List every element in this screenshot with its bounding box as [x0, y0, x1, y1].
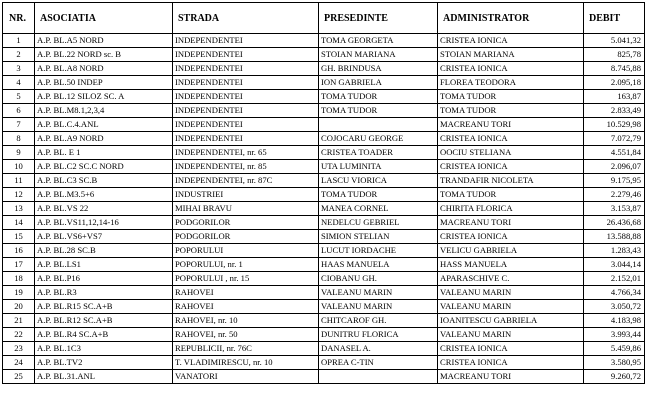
cell-strada: INDEPENDENTEI, nr. 65: [173, 146, 319, 160]
cell-administrator: CRISTEA IONICA: [438, 34, 584, 48]
cell-administrator: STOIAN MARIANA: [438, 48, 584, 62]
table-row: [3, 314, 645, 328]
cell-nr: 5: [3, 90, 35, 104]
cell-asociatia: A.P. BL.12 SILOZ SC. A: [35, 90, 173, 104]
cell-administrator: TOMA TUDOR: [438, 104, 584, 118]
cell-strada: RAHOVEI: [173, 286, 319, 300]
cell-asociatia: A.P. BL.28 SC.B: [35, 244, 173, 258]
cell-administrator: CRISTEA IONICA: [438, 230, 584, 244]
cell-debit: 8.745,88: [584, 62, 645, 76]
cell-strada: POPORULUI , nr. 15: [173, 272, 319, 286]
cell-asociatia: A.P. BL.R3: [35, 286, 173, 300]
cell-presedinte: GH. BRINDUSA: [319, 62, 438, 76]
cell-debit: 3.044,14: [584, 258, 645, 272]
cell-asociatia: A.P. BL.C3 SC.B: [35, 174, 173, 188]
cell-strada: PODGORILOR: [173, 216, 319, 230]
cell-presedinte: NEDELCU GEBRIEL: [319, 216, 438, 230]
table-row: [3, 286, 645, 300]
cell-presedinte: TOMA TUDOR: [319, 188, 438, 202]
cell-presedinte: LUCUT IORDACHE: [319, 244, 438, 258]
cell-nr: 15: [3, 230, 35, 244]
cell-nr: 16: [3, 244, 35, 258]
cell-presedinte: CRISTEA TOADER: [319, 146, 438, 160]
cell-debit: 2.096,07: [584, 160, 645, 174]
cell-strada: VANATORI: [173, 370, 319, 384]
cell-nr: 11: [3, 174, 35, 188]
cell-debit: 9.260,72: [584, 370, 645, 384]
cell-presedinte: CHITCAROF GH.: [319, 314, 438, 328]
table-row: [3, 174, 645, 188]
cell-debit: 4.183,98: [584, 314, 645, 328]
cell-strada: RAHOVEI, nr. 10: [173, 314, 319, 328]
cell-presedinte: OPREA C-TIN: [319, 356, 438, 370]
cell-nr: 17: [3, 258, 35, 272]
cell-presedinte: UTA LUMINITA: [319, 160, 438, 174]
cell-strada: INDUSTRIEI: [173, 188, 319, 202]
header-presedinte: PRESEDINTE: [319, 3, 438, 34]
table-row: [3, 48, 645, 62]
cell-nr: 7: [3, 118, 35, 132]
cell-debit: 825,78: [584, 48, 645, 62]
cell-administrator: VALEANU MARIN: [438, 286, 584, 300]
cell-nr: 19: [3, 286, 35, 300]
table-row: [3, 202, 645, 216]
cell-administrator: VELICU GABRIELA: [438, 244, 584, 258]
table-row: [3, 244, 645, 258]
cell-strada: INDEPENDENTEI: [173, 90, 319, 104]
table-row: [3, 272, 645, 286]
cell-asociatia: A.P. BL.C2 SC.C NORD: [35, 160, 173, 174]
cell-debit: 3.993,44: [584, 328, 645, 342]
cell-strada: MIHAI BRAVU: [173, 202, 319, 216]
table-row: [3, 90, 645, 104]
cell-asociatia: A.P. BL.VS 22: [35, 202, 173, 216]
cell-strada: INDEPENDENTEI, nr. 87C: [173, 174, 319, 188]
cell-debit: 13.588,88: [584, 230, 645, 244]
cell-nr: 6: [3, 104, 35, 118]
cell-asociatia: A.P. BL.R15 SC.A+B: [35, 300, 173, 314]
cell-debit: 3.153,87: [584, 202, 645, 216]
cell-presedinte: HAAS MANUELA: [319, 258, 438, 272]
cell-asociatia: A.P. BL.VS6+VS7: [35, 230, 173, 244]
cell-asociatia: A.P. BL.P16: [35, 272, 173, 286]
table-row: [3, 328, 645, 342]
header-debit: DEBIT: [584, 3, 645, 34]
cell-strada: INDEPENDENTEI: [173, 62, 319, 76]
cell-debit: 7.072,79: [584, 132, 645, 146]
cell-administrator: MACREANU TORI: [438, 370, 584, 384]
cell-strada: POPORULUI, nr. 1: [173, 258, 319, 272]
table-row: [3, 146, 645, 160]
cell-presedinte: ION GABRIELA: [319, 76, 438, 90]
cell-strada: REPUBLICII, nr. 76C: [173, 342, 319, 356]
cell-strada: INDEPENDENTEI: [173, 76, 319, 90]
cell-debit: 5.041,32: [584, 34, 645, 48]
cell-administrator: VALEANU MARIN: [438, 300, 584, 314]
cell-administrator: IOANITESCU GABRIELA: [438, 314, 584, 328]
table-row: [3, 342, 645, 356]
cell-strada: PODGORILOR: [173, 230, 319, 244]
cell-administrator: CRISTEA IONICA: [438, 160, 584, 174]
cell-administrator: APARASCHIVE C.: [438, 272, 584, 286]
cell-debit: 3.580,95: [584, 356, 645, 370]
header-asociatia: ASOCIATIA: [35, 3, 173, 34]
cell-administrator: HASS MANUELA: [438, 258, 584, 272]
cell-administrator: MACREANU TORI: [438, 216, 584, 230]
cell-debit: 4.551,84: [584, 146, 645, 160]
cell-presedinte: STOIAN MARIANA: [319, 48, 438, 62]
cell-asociatia: A.P. BL.A5 NORD: [35, 34, 173, 48]
table-body: [3, 34, 645, 384]
cell-administrator: FLOREA TEODORA: [438, 76, 584, 90]
header-row: [3, 3, 645, 34]
cell-asociatia: A.P. BL.R12 SC.A+B: [35, 314, 173, 328]
table-row: [3, 104, 645, 118]
table-row: [3, 216, 645, 230]
cell-asociatia: A.P. BL.1C3: [35, 342, 173, 356]
table-row: [3, 34, 645, 48]
cell-nr: 18: [3, 272, 35, 286]
cell-presedinte: COJOCARU GEORGE: [319, 132, 438, 146]
table-row: [3, 356, 645, 370]
table-row: [3, 370, 645, 384]
cell-administrator: VALEANU MARIN: [438, 328, 584, 342]
cell-debit: 2.833,49: [584, 104, 645, 118]
cell-strada: T. VLADIMIRESCU, nr. 10: [173, 356, 319, 370]
cell-presedinte: [319, 370, 438, 384]
debit-table-container: [2, 2, 645, 384]
cell-nr: 14: [3, 216, 35, 230]
cell-strada: INDEPENDENTEI: [173, 104, 319, 118]
cell-nr: 20: [3, 300, 35, 314]
cell-asociatia: A.P. BL. E 1: [35, 146, 173, 160]
cell-nr: 2: [3, 48, 35, 62]
table-row: [3, 132, 645, 146]
cell-presedinte: VALEANU MARIN: [319, 300, 438, 314]
cell-debit: 26.436,68: [584, 216, 645, 230]
table-row: [3, 160, 645, 174]
header-administrator: ADMINISTRATOR: [438, 3, 584, 34]
cell-presedinte: TOMA GEORGETA: [319, 34, 438, 48]
cell-administrator: TOMA TUDOR: [438, 90, 584, 104]
cell-administrator: MACREANU TORI: [438, 118, 584, 132]
cell-presedinte: LASCU VIORICA: [319, 174, 438, 188]
cell-asociatia: A.P. BL.M3.5+6: [35, 188, 173, 202]
cell-nr: 4: [3, 76, 35, 90]
cell-nr: 13: [3, 202, 35, 216]
cell-asociatia: A.P. BL.22 NORD sc. B: [35, 48, 173, 62]
cell-nr: 22: [3, 328, 35, 342]
cell-strada: RAHOVEI, nr. 50: [173, 328, 319, 342]
cell-debit: 2.095,18: [584, 76, 645, 90]
cell-asociatia: A.P. BL.TV2: [35, 356, 173, 370]
cell-nr: 1: [3, 34, 35, 48]
cell-nr: 12: [3, 188, 35, 202]
header-strada: STRADA: [173, 3, 319, 34]
cell-nr: 9: [3, 146, 35, 160]
cell-administrator: OOCIU STELIANA: [438, 146, 584, 160]
cell-presedinte: TOMA TUDOR: [319, 104, 438, 118]
table-row: [3, 76, 645, 90]
cell-presedinte: DUNITRU FLORICA: [319, 328, 438, 342]
cell-asociatia: A.P. BL.VS11,12,14-16: [35, 216, 173, 230]
cell-debit: 1.283,43: [584, 244, 645, 258]
header-nr: NR.: [3, 3, 35, 34]
cell-presedinte: TOMA TUDOR: [319, 90, 438, 104]
cell-asociatia: A.P. BL.R4 SC.A+B: [35, 328, 173, 342]
cell-asociatia: A.P. BL.LS1: [35, 258, 173, 272]
table-row: [3, 258, 645, 272]
table-row: [3, 118, 645, 132]
cell-debit: 2.279,46: [584, 188, 645, 202]
cell-presedinte: SIMION STELIAN: [319, 230, 438, 244]
cell-nr: 8: [3, 132, 35, 146]
cell-debit: 3.050,72: [584, 300, 645, 314]
cell-debit: 9.175,95: [584, 174, 645, 188]
cell-asociatia: A.P. BL.C.4.ANL: [35, 118, 173, 132]
cell-debit: 10.529,98: [584, 118, 645, 132]
cell-debit: 4.766,34: [584, 286, 645, 300]
cell-nr: 25: [3, 370, 35, 384]
cell-asociatia: A.P. BL.A9 NORD: [35, 132, 173, 146]
cell-asociatia: A.P. BL.M8.1,2,3,4: [35, 104, 173, 118]
cell-strada: INDEPENDENTEI, nr. 85: [173, 160, 319, 174]
cell-presedinte: VALEANU MARIN: [319, 286, 438, 300]
cell-administrator: CRISTEA IONICA: [438, 342, 584, 356]
cell-administrator: CRISTEA IONICA: [438, 132, 584, 146]
cell-strada: INDEPENDENTEI: [173, 34, 319, 48]
cell-presedinte: CIOBANU GH.: [319, 272, 438, 286]
cell-strada: INDEPENDENTEI: [173, 48, 319, 62]
cell-presedinte: MANEA CORNEL: [319, 202, 438, 216]
cell-debit: 163,87: [584, 90, 645, 104]
cell-nr: 23: [3, 342, 35, 356]
cell-administrator: TRANDAFIR NICOLETA: [438, 174, 584, 188]
cell-debit: 2.152,01: [584, 272, 645, 286]
cell-strada: RAHOVEI: [173, 300, 319, 314]
cell-nr: 3: [3, 62, 35, 76]
cell-nr: 21: [3, 314, 35, 328]
cell-strada: POPORULUI: [173, 244, 319, 258]
cell-nr: 10: [3, 160, 35, 174]
cell-strada: INDEPENDENTEI: [173, 118, 319, 132]
cell-administrator: CRISTEA IONICA: [438, 62, 584, 76]
cell-administrator: CHIRITA FLORICA: [438, 202, 584, 216]
cell-presedinte: [319, 118, 438, 132]
table-row: [3, 62, 645, 76]
cell-asociatia: A.P. BL.50 INDEP: [35, 76, 173, 90]
cell-debit: 5.459,86: [584, 342, 645, 356]
table-row: [3, 300, 645, 314]
cell-administrator: TOMA TUDOR: [438, 188, 584, 202]
cell-nr: 24: [3, 356, 35, 370]
table-row: [3, 230, 645, 244]
cell-asociatia: A.P. BL.A8 NORD: [35, 62, 173, 76]
cell-asociatia: A.P. BL.31.ANL: [35, 370, 173, 384]
table-row: [3, 188, 645, 202]
cell-presedinte: DANASEL A.: [319, 342, 438, 356]
cell-administrator: CRISTEA IONICA: [438, 356, 584, 370]
debit-table: [2, 2, 645, 384]
cell-strada: INDEPENDENTEI: [173, 132, 319, 146]
